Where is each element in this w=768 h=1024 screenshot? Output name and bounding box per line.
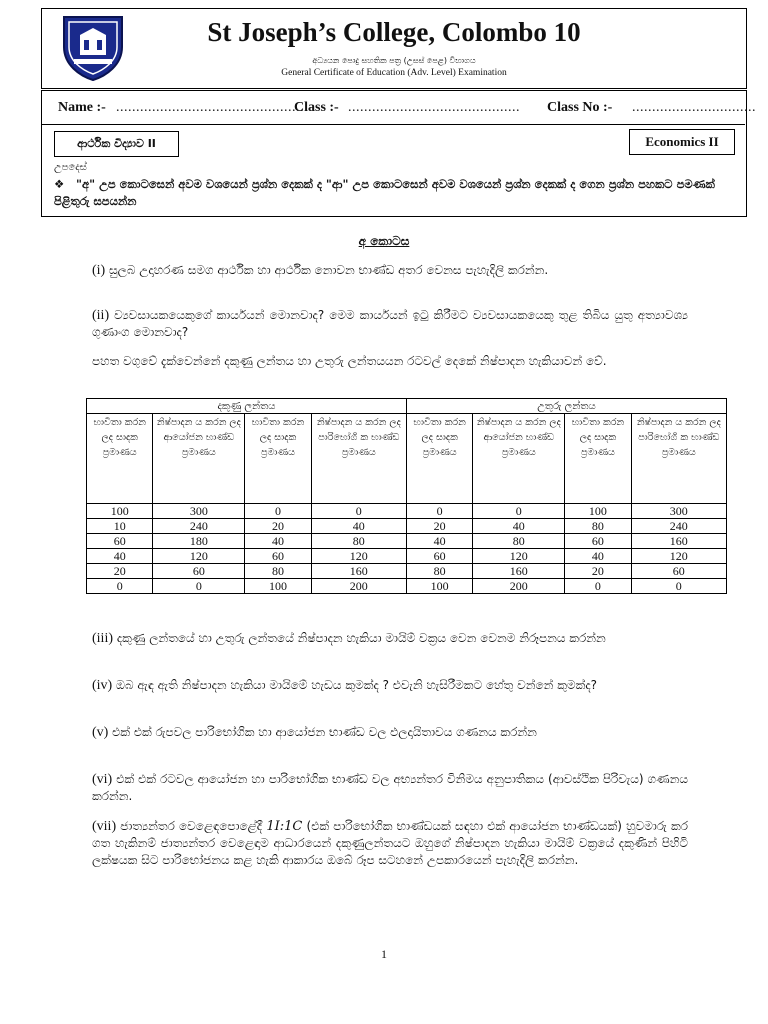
table-cell: 40 [87, 549, 153, 564]
table-cell: 60 [87, 534, 153, 549]
table-row [87, 519, 727, 534]
table-cell: 60 [153, 564, 245, 579]
instructions-text [54, 176, 738, 210]
table-cell: 40 [311, 519, 406, 534]
table-cell: 40 [565, 549, 631, 564]
question-1 [92, 262, 688, 279]
question-number: (ii) [92, 308, 110, 323]
table-cell: 40 [473, 519, 565, 534]
table-row [87, 504, 727, 519]
table-cell: 40 [245, 534, 311, 549]
table-cell: 100 [87, 504, 153, 519]
question-text-part2: (එක් පාරිභෝගික භාණ්ඩයක් සඳහා එක් ආයෝජන භාණ්ඩයක්) හුවමාරු කර ගත හැකිනම් ජාත්‍යන්තර වෙළෙඳාම ආධාරයෙන් දකුණුලන්තයට ඔහුගේ නිෂ්පාදන හැකියා මායිම් වක්‍රයේ දකුණින් පිහිටි ලක්ෂයක සිට පාරිභෝජනය කළ හැකි ආකාරය ඔබේ රූප සටහනේ උපකාරයෙන් පැහැදිලි කරන්න. [92, 819, 688, 867]
table-cell: 20 [565, 564, 631, 579]
table-cell: 120 [473, 549, 565, 564]
table-cell: 240 [153, 519, 245, 534]
production-table [86, 398, 727, 594]
table-group-north: උතුරු ලන්තය [406, 399, 726, 414]
question-number: (iii) [92, 631, 113, 646]
exam-title-english: General Certificate of Education (Adv. Level) Examination [281, 68, 507, 78]
column-header: නිෂ්පාදන ය කරන ලද පාරිභෝගි ක භාණ්ඩ ප්‍රමාණය [311, 414, 406, 504]
question-text-part1: ජාත්‍යන්තර වෙළෙඳපොළේදී [120, 819, 263, 833]
question-4 [92, 677, 688, 694]
diamond-bullet-icon: ❖ [54, 177, 65, 191]
question-text: දකුණු ලන්තයේ හා උතුරු ලන්තයේ නිෂ්පාදන හැකියා මායිම් වක්‍රය වෙන වෙනම නිරූපනය කරන්න [116, 631, 606, 645]
table-cell: 80 [245, 564, 311, 579]
table-cell: 0 [87, 579, 153, 594]
subject-english: Economics II [629, 129, 735, 155]
question-6 [92, 771, 688, 805]
table-cell: 160 [311, 564, 406, 579]
column-header: භාවිතා කරන ලද සාදක ප්‍රමාණය [87, 414, 153, 504]
question-text: සුලබ උදාහරණ සමග ආර්ථික හා ආර්ථික නොවන භාණ්ඩ අතර වෙනස පැහැදිලි කරන්න. [109, 263, 549, 277]
table-cell: 0 [406, 504, 472, 519]
column-header: භාවිතා කරන ලද සාදක ප්‍රමාණය [245, 414, 311, 504]
table-cell: 80 [473, 534, 565, 549]
table-cell: 0 [153, 579, 245, 594]
question-3 [92, 630, 688, 647]
table-cell: 0 [311, 504, 406, 519]
table-cell: 80 [311, 534, 406, 549]
table-cell: 100 [406, 579, 472, 594]
exchange-ratio: 1I:1C [266, 819, 303, 834]
table-cell: 120 [631, 549, 726, 564]
table-cell: 180 [153, 534, 245, 549]
question-2 [92, 307, 688, 341]
question-5 [92, 724, 688, 741]
table-cell: 0 [631, 579, 726, 594]
table-row [87, 534, 727, 549]
table-row [87, 549, 727, 564]
column-header: නිෂ්පාදන ය කරන ලද පාරිභෝගි ක භාණ්ඩ ප්‍රමාණය [631, 414, 726, 504]
table-cell: 160 [473, 564, 565, 579]
name-label: Name :- [58, 100, 106, 115]
table-header-row [87, 414, 727, 504]
question-text: එක් එක් රුපවල පාරිභෝගික හා ආයෝජන භාණ්ඩ වල ඵලදායිතාවය ගණනය කරන්න [112, 725, 537, 739]
table-cell: 60 [406, 549, 472, 564]
question-7 [92, 818, 688, 869]
table-cell: 160 [631, 534, 726, 549]
subject-sinhala: ආර්ථික විද්‍යාව II [54, 131, 179, 157]
exam-title-sinhala: අධ්‍යයන පොදු සහතික පත්‍ර (උසස් පෙළ) විභාගය [312, 56, 476, 65]
table-cell: 120 [311, 549, 406, 564]
table-intro: පහත වගුවේ දැක්වෙන්නේ දකුණු ලන්තය හා උතුරු ලන්තයයන රටවල් දෙකේ නිෂ්පාදන හැකියාවන් වේ. [92, 354, 607, 368]
column-header: භාවිතා කරන ලද සාදක ප්‍රමාණය [565, 414, 631, 504]
table-cell: 60 [565, 534, 631, 549]
table-cell: 0 [245, 504, 311, 519]
table-cell: 20 [87, 564, 153, 579]
instructions-box [41, 124, 747, 217]
student-info-row [41, 90, 756, 125]
table-cell: 80 [406, 564, 472, 579]
table-cell: 240 [631, 519, 726, 534]
column-header: භාවිතා කරන ලද සාදක ප්‍රමාණය [406, 414, 472, 504]
table-row [87, 564, 727, 579]
header-box [41, 8, 747, 89]
table-cell: 200 [311, 579, 406, 594]
question-text: ඔබ ඇඳ ඇති නිෂ්පාදන හැකියා මායිමේ හැඩය කුමක්ද ? එවැනි හැසිරීමකට හේතු වන්නේ කුමක්ද? [116, 678, 598, 692]
table-cell: 300 [153, 504, 245, 519]
question-number: (i) [92, 263, 106, 278]
question-number: (vi) [92, 772, 113, 787]
question-number: (vii) [92, 819, 117, 834]
question-number: (v) [92, 725, 109, 740]
question-text: එක් එක් රටවල ආයෝජන හා පාරිභෝගික භාණ්ඩ වල අභ්‍යන්තර විනිමය අනුපාතිකය (ආවස්ථික පිරිවැය) ගණනය කරන්න. [92, 772, 688, 803]
class-no-field[interactable]: ............................... [632, 100, 756, 115]
table-cell: 10 [87, 519, 153, 534]
table-cell: 200 [473, 579, 565, 594]
school-name: St Joseph’s College, Colombo 10 [207, 17, 581, 47]
class-no-label: Class No :- [547, 100, 613, 115]
table-cell: 20 [245, 519, 311, 534]
table-cell: 40 [406, 534, 472, 549]
table-cell: 0 [473, 504, 565, 519]
table-group-south: දකුණු ලන්තය [87, 399, 407, 414]
section-a-title: අ කොටස [358, 234, 410, 248]
column-header: නිෂ්පාදන ය කරන ලද ආයෝජන භාණ්ඩ ප්‍රමාණය [153, 414, 245, 504]
instructions-body: "අ" උප කොටසෙන් අවම වශයෙන් ප්‍රශ්න දෙකක් ද "ආ" උප කොටසෙන් අවම වශයෙන් ප්‍රශ්න දෙකක් ද ගෙන ප්‍රශ්න පහකට පමණක් පිළිතුරු සපයන්න [54, 177, 715, 208]
table-cell: 0 [565, 579, 631, 594]
table-cell: 300 [631, 504, 726, 519]
table-cell: 100 [245, 579, 311, 594]
table-row [87, 579, 727, 594]
question-number: (iv) [92, 678, 113, 693]
name-field[interactable]: ............................................... [116, 100, 304, 115]
class-field[interactable]: ........................................... [348, 100, 520, 115]
question-text: ව්‍යවසායකයෙකුගේ කාර්යයන් මොනවාද? මෙම කාර්යයන් ඉටු කිරීමට ව්‍යවසායකයෙකු තුළ තිබිය යුතු අත්‍යාවශ්‍ය ගුණාංග මොනවාද? [92, 308, 688, 339]
table-cell: 20 [406, 519, 472, 534]
table-cell: 60 [631, 564, 726, 579]
table-cell: 80 [565, 519, 631, 534]
table-cell: 60 [245, 549, 311, 564]
table-cell: 100 [565, 504, 631, 519]
class-label: Class :- [294, 100, 339, 115]
page-number: 1 [381, 947, 387, 961]
table-cell: 120 [153, 549, 245, 564]
instructions-heading: උපදෙස් [54, 162, 87, 173]
column-header: නිෂ්පාදන ය කරන ලද ආයෝජන භාණ්ඩ ප්‍රමාණය [473, 414, 565, 504]
